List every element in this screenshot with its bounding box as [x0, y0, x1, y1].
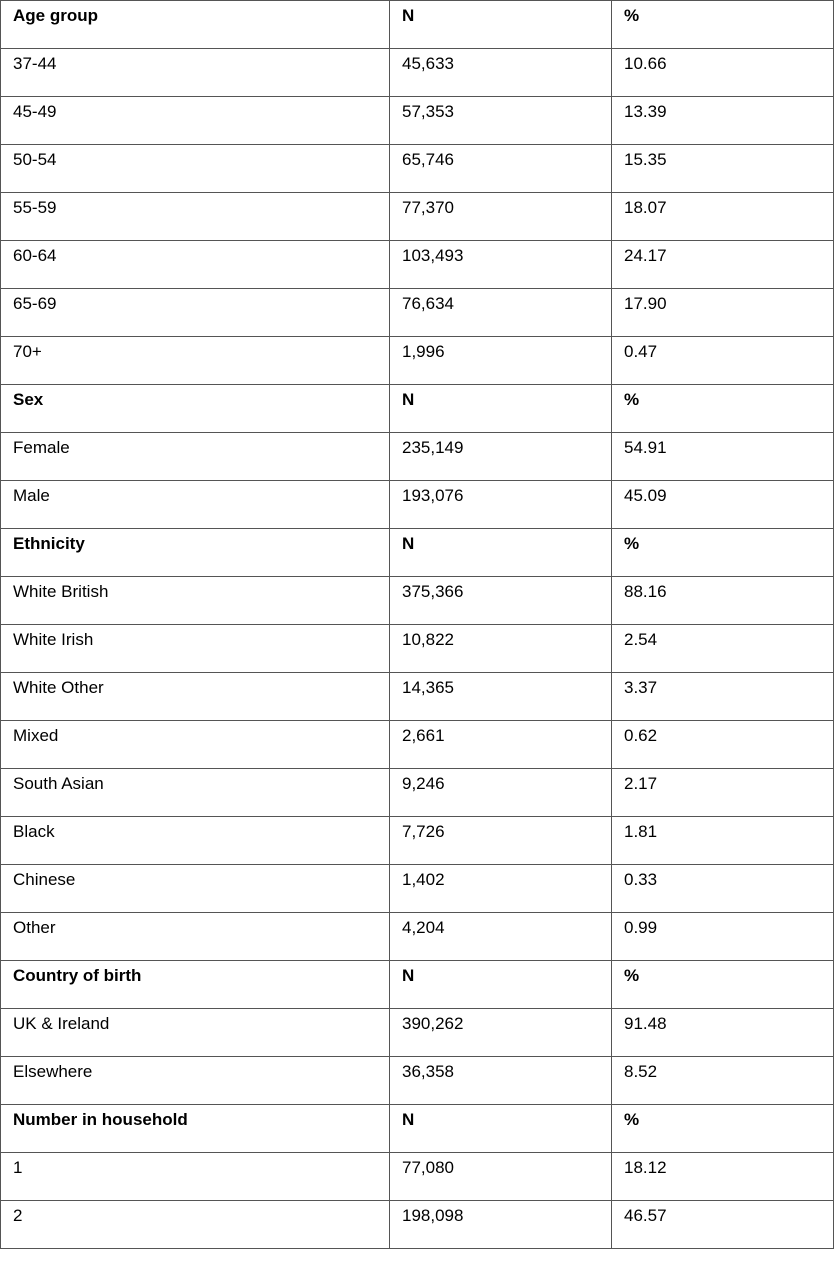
percent-cell: 2.17: [612, 769, 834, 817]
label-cell: Chinese: [1, 865, 390, 913]
count-cell: 45,633: [390, 49, 612, 97]
percent-cell: 0.62: [612, 721, 834, 769]
label-cell: 65-69: [1, 289, 390, 337]
label-cell: Black: [1, 817, 390, 865]
percent-cell: 18.12: [612, 1153, 834, 1201]
table-row: [1, 865, 834, 913]
percent-cell: 91.48: [612, 1009, 834, 1057]
section-header-row: [1, 385, 834, 433]
label-cell: 55-59: [1, 193, 390, 241]
section-count-cell: N: [390, 1, 612, 49]
count-cell: 7,726: [390, 817, 612, 865]
count-cell: 235,149: [390, 433, 612, 481]
count-cell: 65,746: [390, 145, 612, 193]
section-header-row: [1, 961, 834, 1009]
count-cell: 2,661: [390, 721, 612, 769]
table-row: [1, 97, 834, 145]
section-header-row: [1, 1105, 834, 1153]
section-label-cell: Country of birth: [1, 961, 390, 1009]
section-percent-cell: %: [612, 1105, 834, 1153]
count-cell: 390,262: [390, 1009, 612, 1057]
percent-cell: 24.17: [612, 241, 834, 289]
table-row: [1, 625, 834, 673]
table-row: [1, 145, 834, 193]
percent-cell: 54.91: [612, 433, 834, 481]
label-cell: 70+: [1, 337, 390, 385]
table-row: [1, 49, 834, 97]
count-cell: 1,996: [390, 337, 612, 385]
percent-cell: 8.52: [612, 1057, 834, 1105]
count-cell: 375,366: [390, 577, 612, 625]
label-cell: Male: [1, 481, 390, 529]
label-cell: 2: [1, 1201, 390, 1249]
count-cell: 198,098: [390, 1201, 612, 1249]
table-row: [1, 673, 834, 721]
count-cell: 103,493: [390, 241, 612, 289]
section-percent-cell: %: [612, 1, 834, 49]
percent-cell: 18.07: [612, 193, 834, 241]
label-cell: Mixed: [1, 721, 390, 769]
table-row: [1, 337, 834, 385]
table-row: [1, 481, 834, 529]
table-row: [1, 769, 834, 817]
percent-cell: 1.81: [612, 817, 834, 865]
table-row: [1, 913, 834, 961]
count-cell: 77,080: [390, 1153, 612, 1201]
table-row: [1, 1153, 834, 1201]
section-header-row: [1, 1, 834, 49]
count-cell: 14,365: [390, 673, 612, 721]
label-cell: White British: [1, 577, 390, 625]
percent-cell: 0.33: [612, 865, 834, 913]
section-percent-cell: %: [612, 961, 834, 1009]
count-cell: 76,634: [390, 289, 612, 337]
table-row: [1, 289, 834, 337]
percent-cell: 46.57: [612, 1201, 834, 1249]
section-percent-cell: %: [612, 529, 834, 577]
section-label-cell: Age group: [1, 1, 390, 49]
label-cell: 1: [1, 1153, 390, 1201]
count-cell: 4,204: [390, 913, 612, 961]
section-count-cell: N: [390, 385, 612, 433]
label-cell: South Asian: [1, 769, 390, 817]
percent-cell: 2.54: [612, 625, 834, 673]
table-row: [1, 1009, 834, 1057]
table-row: [1, 433, 834, 481]
percent-cell: 88.16: [612, 577, 834, 625]
section-label-cell: Sex: [1, 385, 390, 433]
percent-cell: 45.09: [612, 481, 834, 529]
label-cell: 60-64: [1, 241, 390, 289]
percent-cell: 15.35: [612, 145, 834, 193]
table-row: [1, 721, 834, 769]
section-count-cell: N: [390, 1105, 612, 1153]
label-cell: 37-44: [1, 49, 390, 97]
section-count-cell: N: [390, 529, 612, 577]
label-cell: White Irish: [1, 625, 390, 673]
count-cell: 57,353: [390, 97, 612, 145]
percent-cell: 13.39: [612, 97, 834, 145]
count-cell: 9,246: [390, 769, 612, 817]
label-cell: 45-49: [1, 97, 390, 145]
count-cell: 1,402: [390, 865, 612, 913]
label-cell: White Other: [1, 673, 390, 721]
section-label-cell: Number in household: [1, 1105, 390, 1153]
percent-cell: 0.99: [612, 913, 834, 961]
table-row: [1, 817, 834, 865]
table-row: [1, 241, 834, 289]
count-cell: 77,370: [390, 193, 612, 241]
section-percent-cell: %: [612, 385, 834, 433]
table-row: [1, 1201, 834, 1249]
section-count-cell: N: [390, 961, 612, 1009]
table-row: [1, 577, 834, 625]
label-cell: 50-54: [1, 145, 390, 193]
label-cell: Female: [1, 433, 390, 481]
label-cell: Other: [1, 913, 390, 961]
percent-cell: 3.37: [612, 673, 834, 721]
table-row: [1, 193, 834, 241]
percent-cell: 10.66: [612, 49, 834, 97]
count-cell: 10,822: [390, 625, 612, 673]
table-body: [1, 1, 834, 1249]
percent-cell: 0.47: [612, 337, 834, 385]
section-header-row: [1, 529, 834, 577]
count-cell: 193,076: [390, 481, 612, 529]
section-label-cell: Ethnicity: [1, 529, 390, 577]
count-cell: 36,358: [390, 1057, 612, 1105]
percent-cell: 17.90: [612, 289, 834, 337]
table-row: [1, 1057, 834, 1105]
label-cell: Elsewhere: [1, 1057, 390, 1105]
label-cell: UK & Ireland: [1, 1009, 390, 1057]
